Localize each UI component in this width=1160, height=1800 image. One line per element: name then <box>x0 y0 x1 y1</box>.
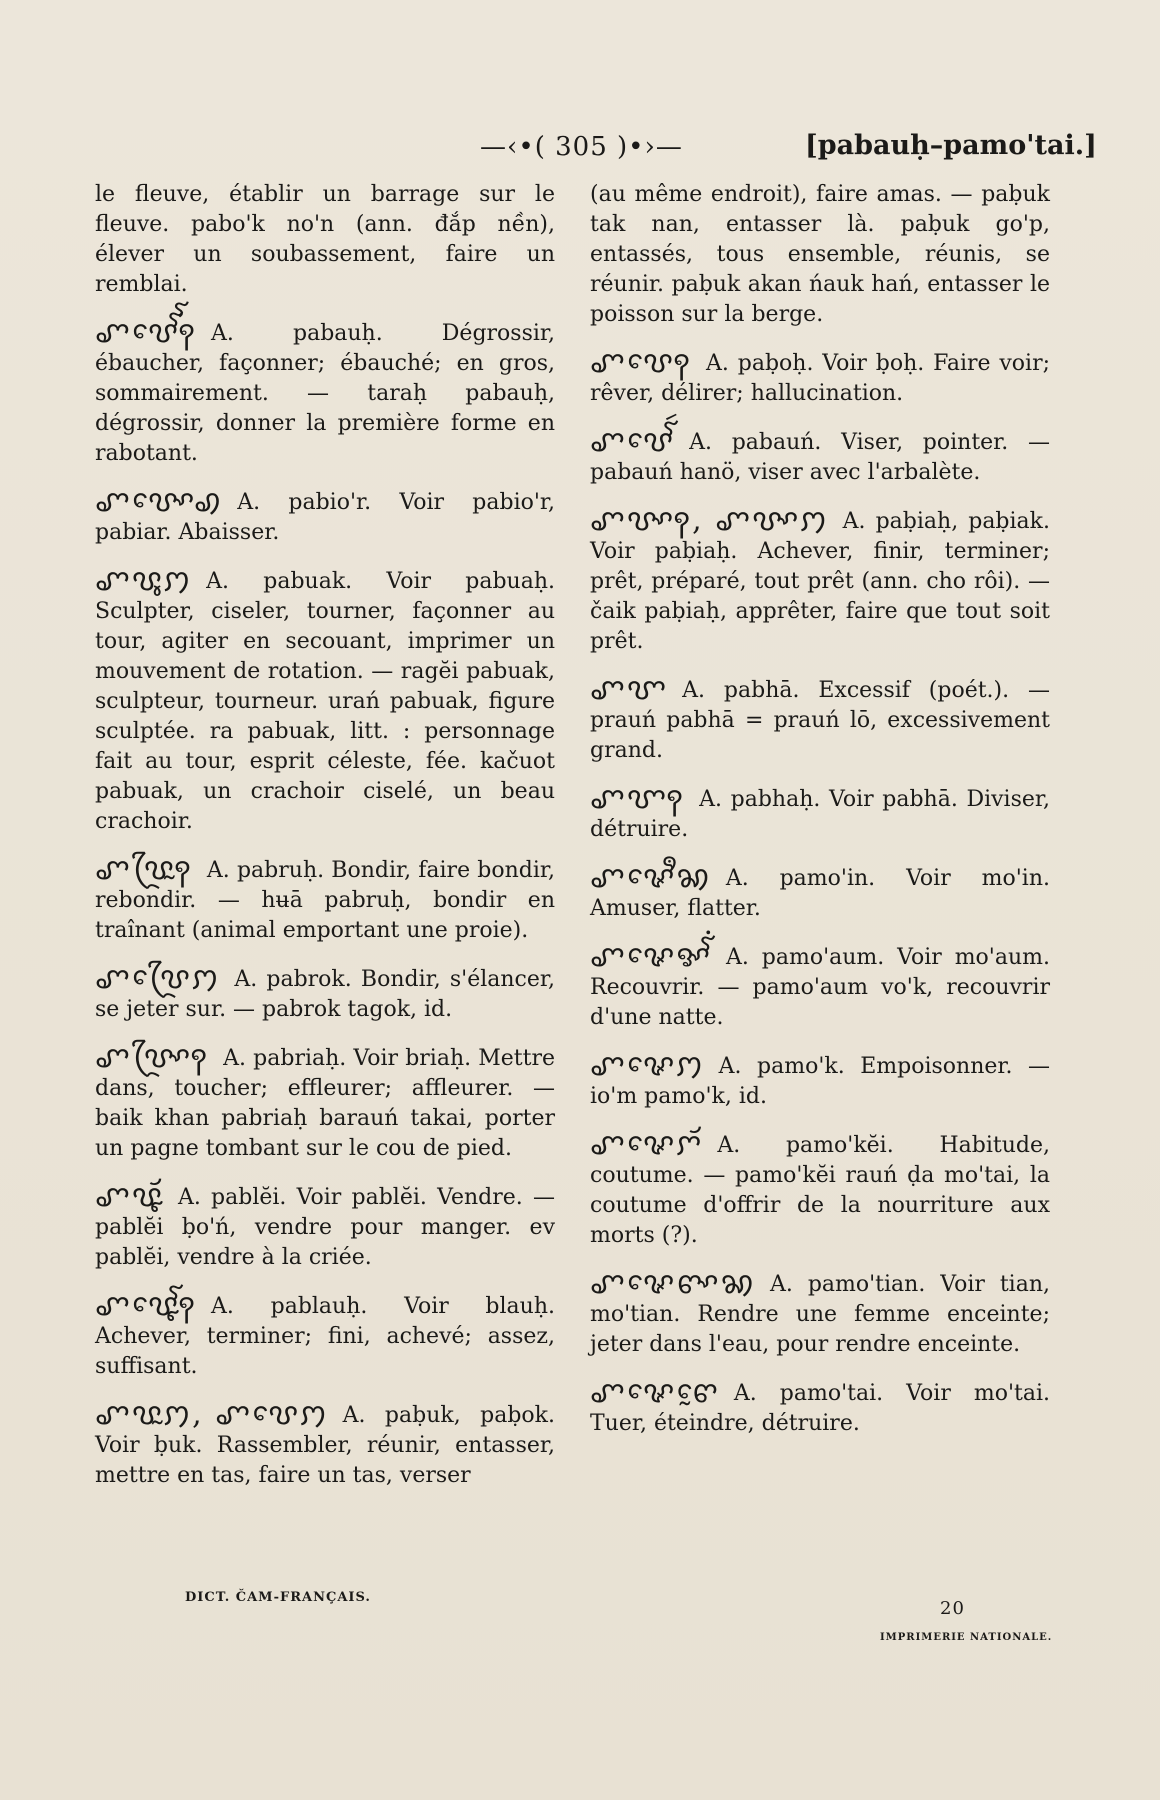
cham-glyph: ꨚꨟꨯꨓꨰ <box>590 1375 720 1410</box>
entry-pabhah <box>590 781 1050 845</box>
entry-text: A. pabhaḥ. Voir pabhā. Diviser, détruire. <box>590 787 1050 842</box>
entry-pabriah <box>95 1040 555 1164</box>
cham-glyph: ꨚꨝꨳꨯꩉ <box>95 484 224 519</box>
cham-glyph: ꨚꨝꨭꩀ, ꨚꨝꨯꩀ <box>95 1397 329 1432</box>
entry-pamotai <box>590 1375 1050 1439</box>
entry-text: A. pabruḥ. Bondir, faire bondir, rebondir. — hʉā pabruḥ, bondir en traînant (animal emportant une proie). <box>95 858 555 943</box>
cham-glyph: ꨚꨝꨯꨱꨱꩍ <box>95 315 198 350</box>
entry-pamoin <box>590 860 1050 924</box>
entry-text: A. pamo'kĕi. Habitude, coutume. — pamo'kĕi rauń ḍa mo'tai, la coutume d'offrir de la nourriture aux morts (?). <box>590 1133 1050 1248</box>
cham-glyph: ꨚꨞ <box>590 672 669 707</box>
entry-pabauh <box>95 315 555 469</box>
entry-pabuk <box>95 1397 555 1491</box>
entry-text: A. pamo'k. Empoisonner. — io'm pamo'k, id. <box>590 1054 1050 1109</box>
footer-dictionary-title: DICT. ČAM-FRANÇAIS. <box>185 1590 371 1605</box>
cham-glyph: ꨚꨝꨯꩍ <box>590 345 693 380</box>
entry-pamotian <box>590 1266 1050 1360</box>
cham-glyph: ꨚꨝꨵꨮ <box>95 1179 164 1214</box>
entry-pabrok <box>95 961 555 1025</box>
entry-text: A. pamo'tian. Voir tian, mo'tian. Rendre une femme enceinte; jeter dans l'eau, pour rendre enceinte. <box>590 1272 1050 1357</box>
entry-text: A. pabriaḥ. Voir briaḥ. Mettre dans, toucher; effleurer; affleurer. — baik khan pabriaḥ barauń takai, porter un pagne tombant sur le cou de pied. <box>95 1046 555 1161</box>
footer-signature-mark: 20 <box>940 1598 965 1619</box>
entry-text: A. pabuak. Voir pabuaḥ. Sculpter, ciseler, tourner, façonner au tour, agiter en secouant, imprimer un mouvement de rotation. — ragĕi pabuak, sculpteur, tourneur. urań pabuak, figure sculptée. ra pabuak, litt. : personnage fait au tour, esprit céleste, fée. kačuot pabuak, un crachoir ciselé, un beau crachoir. <box>95 569 555 834</box>
entry-continuation: le fleuve, établir un barrage sur le fleuve. pabo'k no'n (ann. đắp nền), élever un soubassement, faire un remblai. <box>95 182 555 297</box>
footer-printer: IMPRIMERIE NATIONALE. <box>880 1632 1053 1643</box>
cham-glyph: ꨚꨝꨶꩀ <box>95 563 193 598</box>
entry-text: A. pamo'tai. Voir mo'tai. Tuer, éteindre, détruire. <box>590 1381 1050 1436</box>
entry-pabruh <box>95 852 555 946</box>
cham-glyph: ꨚꨝꨴꨯꩀ <box>95 961 221 996</box>
cham-glyph: ꨚꨝꨴꨭꩍ <box>95 852 193 887</box>
cham-glyph: ꨚꨟꨯꨆꨮ <box>590 1127 704 1162</box>
entry-pamoaum <box>590 939 1050 1033</box>
entry-pabaun <box>590 424 1050 488</box>
cham-glyph: ꨚꨟꨯꨀꨱꩌ <box>590 939 713 974</box>
entry-text: A. pabauń. Viser, pointer. — pabauń hanö, viser avec l'arbalète. <box>590 430 1050 485</box>
entry-pabuak <box>95 563 555 837</box>
cham-glyph: ꨚꨝꨳꩍ, ꨚꨝꨳꩀ <box>590 503 829 538</box>
entry-text: A. pabrok. Bondir, s'élancer, se jeter sur. — pabrok tagok, id. <box>95 967 555 1022</box>
entry-text: A. pabhā. Excessif (poét.). — prauń pabhā = prauń lō, excessivement grand. <box>590 678 1050 763</box>
cham-glyph: ꨚꨟꨯꨓꨳꩆ <box>590 1266 757 1301</box>
running-head: [pabauḥ–pamo'tai.] <box>805 130 1097 161</box>
entry-text: A. paḅiaḥ, paḅiak. Voir paḅiaḥ. Achever, finir, terminer; prêt, préparé, tout prêt (ann. cho rôi). — čaik paḅiaḥ, apprêter, faire que tout soit prêt. <box>590 509 1050 654</box>
cham-glyph: ꨚꨝꨵꨯꨱꩍ <box>95 1288 198 1323</box>
cham-glyph: ꨚꨞꩍ <box>590 781 686 816</box>
entry-text: A. pablauḥ. Voir blauḥ. Achever, terminer; fini, achevé; assez, suffisant. <box>95 1294 555 1379</box>
entry-pabiah <box>590 503 1050 657</box>
cham-glyph: ꨚꨝꨯꨱꩃ <box>590 424 676 459</box>
entry-text: A. pabio'r. Voir pabio'r, pabiar. Abaisser. <box>95 490 555 545</box>
entry-pabior <box>95 484 555 548</box>
page-header <box>0 130 1160 170</box>
cham-glyph: ꨚꨟꨯꨫꩆ <box>590 860 712 895</box>
entry-pablei <box>95 1179 555 1273</box>
cham-glyph: ꨚꨝꨴꨳꩍ <box>95 1040 210 1075</box>
entry-continuation: (au même endroit), faire amas. — paḅuk tak nan, entasser là. paḅuk go'p, entassés, tous ensemble, réunis, se réunir. paḅuk akan ńauk hań, entasser le poisson sur la berge. <box>590 182 1050 327</box>
entry-pablauh <box>95 1288 555 1382</box>
entry-pabha <box>590 672 1050 766</box>
entry-text: A. pamo'in. Voir mo'in. Amuser, flatter. <box>590 866 1050 921</box>
cham-glyph: ꨚꨟꨯꩀ <box>590 1048 705 1083</box>
entry-pamok <box>590 1048 1050 1112</box>
page-number: —‹•( 305 )•›— <box>480 132 683 162</box>
entry-text: A. pablĕi. Voir pablĕi. Vendre. — pablĕi ḅo'ń, vendre pour manger. ev pablĕi, vendre à la criée. <box>95 1185 555 1270</box>
left-column <box>95 180 555 1491</box>
entry-text: A. pabauḥ. Dégrossir, ébaucher, façonner; ébauché; en gros, sommairement. — taraḥ pabauḥ, dégrossir, donner la première forme en rabotant. <box>95 321 555 466</box>
entry-text: A. paḅuk, paḅok. Voir ḅuk. Rassembler, réunir, entasser, mettre en tas, faire un tas, verser <box>95 1403 555 1488</box>
entry-pamokei <box>590 1127 1050 1251</box>
entry-text: A. paḅoḥ. Voir ḅoḥ. Faire voir; rêver, délirer; hallucination. <box>590 351 1050 406</box>
entry-paboh <box>590 345 1050 409</box>
entry-text: A. pamo'aum. Voir mo'aum. Recouvrir. — pamo'aum vo'k, recouvrir d'une natte. <box>590 945 1050 1030</box>
right-column <box>590 180 1050 1439</box>
